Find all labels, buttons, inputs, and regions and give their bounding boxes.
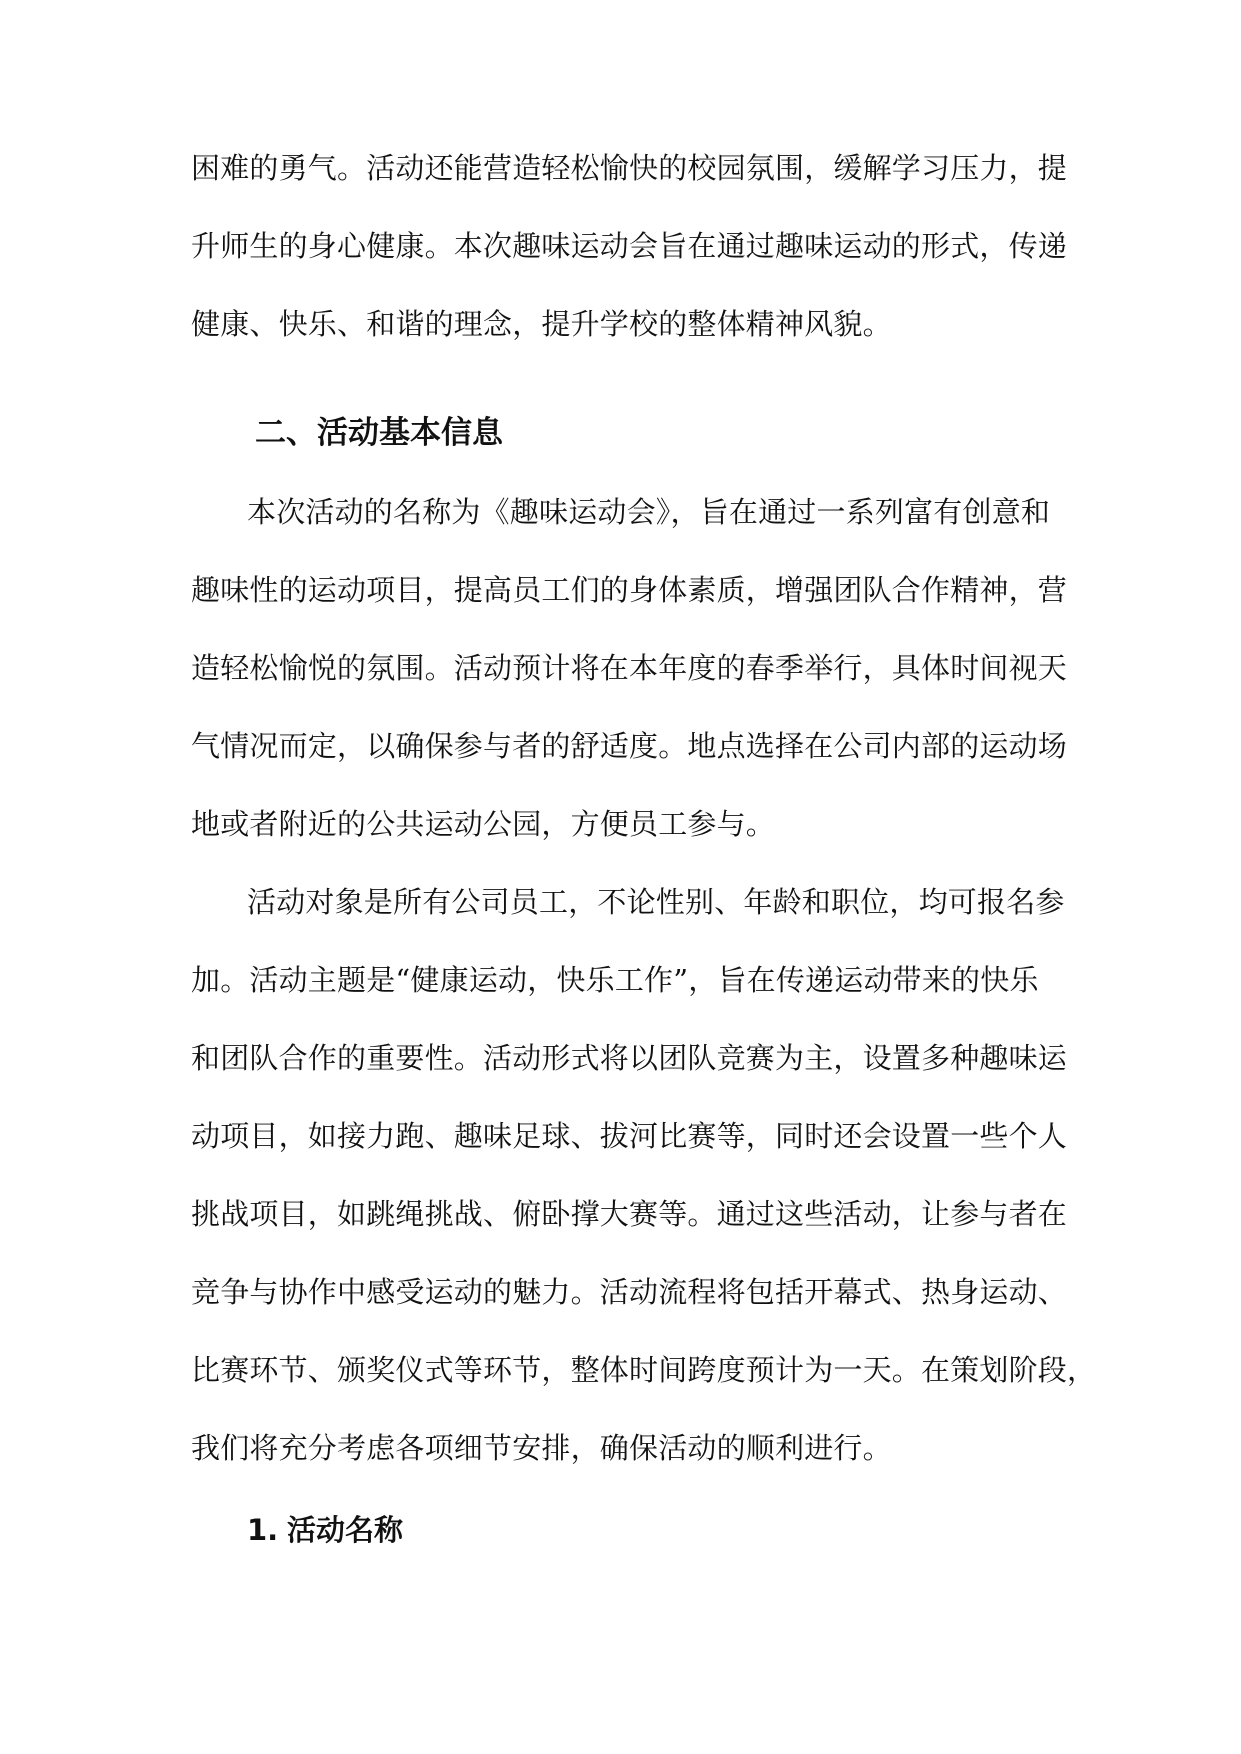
paragraph-line: 我们将充分考虑各项细节安排，确保活动的顺利进行。 [191, 1431, 892, 1465]
paragraph-line: 升师生的身心健康。本次趣味运动会旨在通过趣味运动的形式，传递 [191, 229, 1068, 263]
paragraph-line: 活动对象是所有公司员工，不论性别、年龄和职位，均可报名参 [247, 885, 1065, 919]
paragraph-line: 健康、快乐、和谐的理念，提升学校的整体精神风貌。 [191, 307, 892, 341]
subsection-number: 1. [247, 1513, 279, 1547]
paragraph-line: 竞争与协作中感受运动的魅力。活动流程将包括开幕式、热身运动、 [191, 1275, 1068, 1309]
section-heading: 二、活动基本信息 [255, 415, 503, 451]
subsection-heading [247, 1510, 403, 1550]
paragraph-line: 造轻松愉悦的氛围。活动预计将在本年度的春季举行，具体时间视天 [191, 651, 1068, 685]
paragraph-line: 地或者附近的公共运动公园，方便员工参与。 [191, 807, 776, 841]
paragraph-line: 比赛环节、颁奖仪式等环节，整体时间跨度预计为一天。在策划阶段， [191, 1353, 1097, 1387]
paragraph-line: 和团队合作的重要性。活动形式将以团队竞赛为主，设置多种趣味运 [191, 1041, 1068, 1075]
paragraph-line: 挑战项目，如跳绳挑战、俯卧撑大赛等。通过这些活动，让参与者在 [191, 1197, 1068, 1231]
paragraph-line: 加。活动主题是“健康运动，快乐工作”，旨在传递运动带来的快乐 [191, 963, 1039, 997]
paragraph-line: 趣味性的运动项目，提高员工们的身体素质，增强团队合作精神，营 [191, 573, 1068, 607]
paragraph-line: 气情况而定，以确保参与者的舒适度。地点选择在公司内部的运动场 [191, 729, 1068, 763]
paragraph-line: 本次活动的名称为《趣味运动会》，旨在通过一系列富有创意和 [247, 495, 1051, 529]
paragraph-line: 困难的勇气。活动还能营造轻松愉快的校园氛围，缓解学习压力，提 [191, 151, 1068, 185]
subsection-title: 活动名称 [287, 1513, 404, 1547]
paragraph-line: 动项目，如接力跑、趣味足球、拔河比赛等，同时还会设置一些个人 [191, 1119, 1068, 1153]
